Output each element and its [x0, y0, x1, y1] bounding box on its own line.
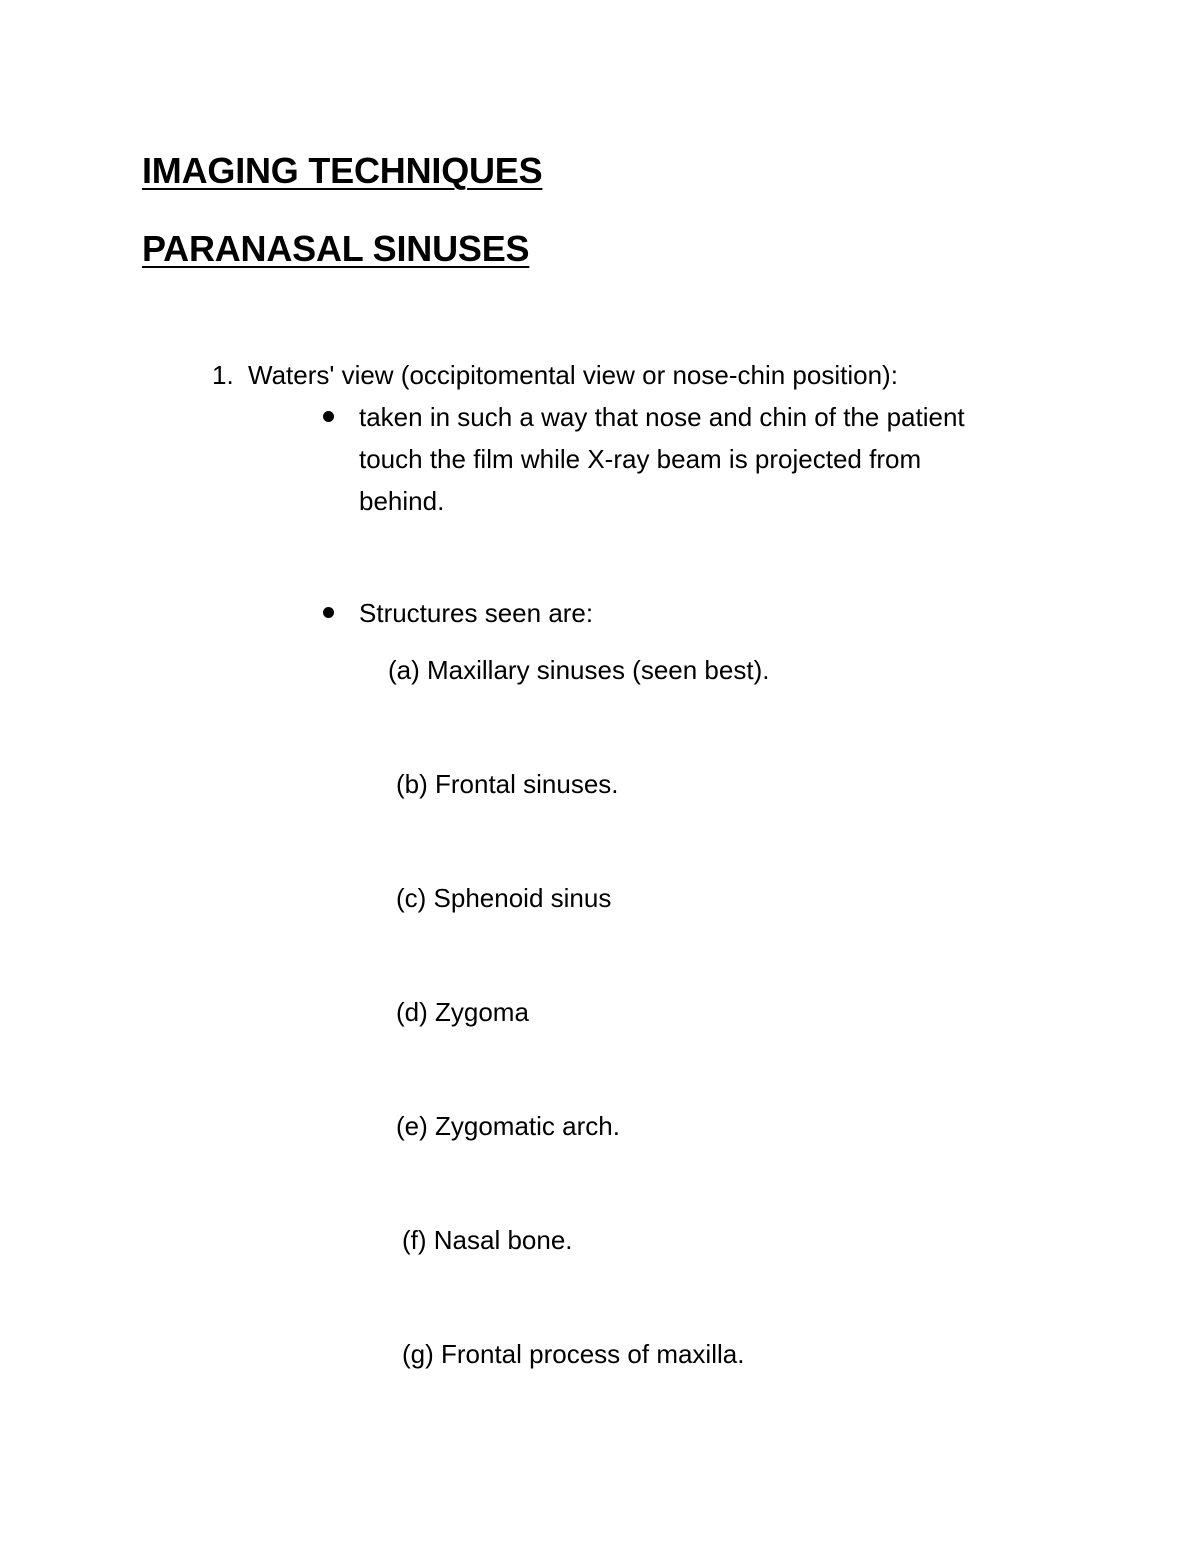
- bullet-text-line: touch the film while X-ray beam is projected from: [359, 444, 922, 474]
- bullet-text: Structures seen are:: [359, 598, 594, 628]
- structure-item: (e) Zygomatic arch.: [396, 1111, 620, 1141]
- structure-item: (b) Frontal sinuses.: [396, 769, 619, 799]
- list-item-text: Waters' view (occipitomental view or nose-chin position):: [248, 360, 898, 390]
- structure-item: (a) Maxillary sinuses (seen best).: [388, 655, 770, 685]
- bullet-icon: [323, 411, 334, 422]
- bullet-text-line: behind.: [359, 486, 445, 516]
- bullet-text: [359, 396, 1059, 522]
- structure-item: (d) Zygoma: [396, 997, 529, 1027]
- list-number: 1.: [212, 360, 234, 390]
- structure-item: (g) Frontal process of maxilla.: [402, 1339, 745, 1369]
- document-title: IMAGING TECHNIQUES: [142, 150, 543, 191]
- numbered-list-item: [212, 354, 898, 396]
- structure-item: (c) Sphenoid sinus: [396, 883, 612, 913]
- structure-item: (f) Nasal bone.: [402, 1225, 573, 1255]
- bullet-icon: [323, 607, 334, 618]
- bullet-text-line: taken in such a way that nose and chin of the patient: [359, 402, 965, 432]
- document-subtitle: PARANASAL SINUSES: [142, 228, 530, 269]
